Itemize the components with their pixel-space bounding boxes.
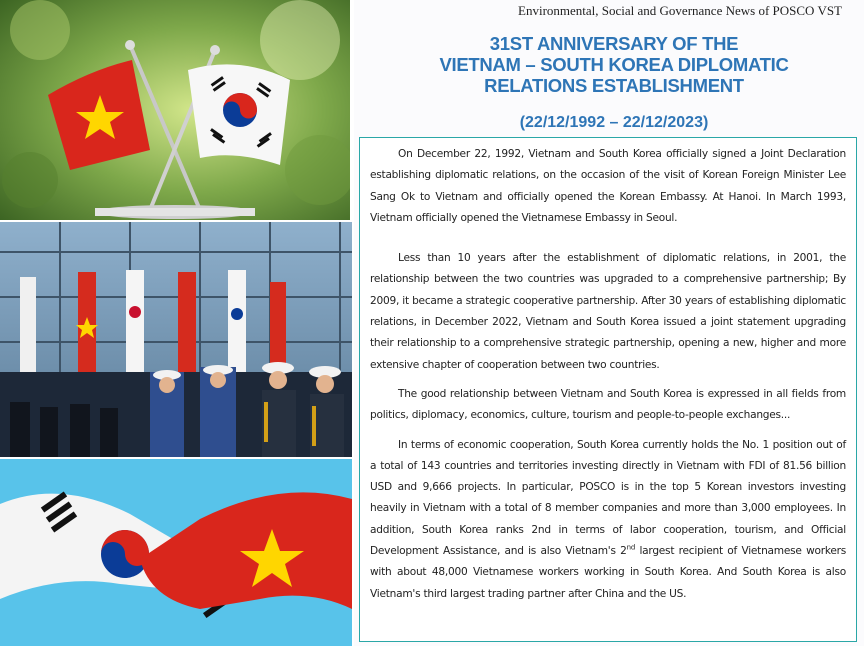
title-line-2: VIETNAM – SOUTH KOREA DIPLOMATIC [439, 54, 789, 75]
paragraph-economic [370, 435, 846, 605]
paragraph-partnership: Less than 10 years after the establishment of diplomatic relations, in 2001, the relationship between the two countries was upgraded to a comprehensive partnership; By 2009, it became a strategic cooperative partnership. After 30 years of establishing diplomatic relations, in December 2022, Vietnam and South Korea issued a joint statement upgrading their relationship to a comprehensive strategic partnership, opening a new, higher and more extensive chapter of cooperation between two countries. [370, 252, 846, 371]
economic-text-end: largest recipient of Vietnamese workers with about 48,000 Vietnamese workers working in South Korea. And South Korea is also Vietnam's third largest trading partner after China and the US. [370, 545, 846, 600]
crossed-flags-photo [0, 0, 350, 220]
date-range: (22/12/1992 – 22/12/2023) [519, 114, 709, 131]
title-line-1: 31ST ANNIVERSARY OF THE [489, 33, 739, 54]
ordinal-suffix: nd [626, 543, 636, 552]
page-title [354, 33, 864, 96]
honor-guard-photo [0, 222, 352, 457]
economic-text-start: In terms of economic cooperation, South Korea currently holds the No. 1 position out of a total of 143 countries and territories investing directly in Vietnam with FDI of 81.56 billion USD and 9,666 projects. In particular, POSCO is in the top 5 Korean investors investing heavily in Vietnam with a total of 8 member companies and more than 3,000 employees. In addition, South Korea ranks 2nd in terms of labor cooperation, tourism, and Official Development Assistance, and is also Vietnam's 2 [370, 438, 846, 558]
newsletter-source: Environmental, Social and Governance News of POSCO VST [518, 3, 842, 18]
paragraph-establishment: On December 22, 1992, Vietnam and South Korea officially signed a Joint Declaration establishing diplomatic relations, on the occasion of the visit of Korean Foreign Minister Lee Sang Ok to Vietnam and officially opened the Korean Embassy. At Hanoi. In March 1993, Vietnam officially opened the Vietnamese Embassy in Seoul. [370, 148, 846, 224]
article-body [359, 137, 857, 642]
paragraph-relationship: The good relationship between Vietnam and South Korea is expressed in all fields from politics, diplomacy, economics, culture, tourism and people-to-people exchanges... [370, 387, 846, 422]
title-line-3: RELATIONS ESTABLISHMENT [484, 75, 744, 96]
handshake-photo [0, 459, 352, 646]
